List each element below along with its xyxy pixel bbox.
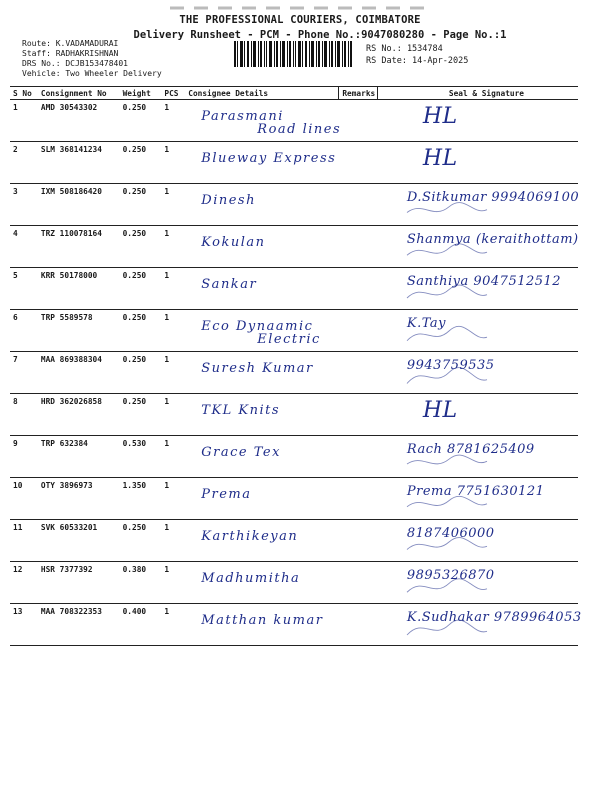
row-consignment-no: KRR 50178000	[38, 268, 120, 310]
handwritten-signature: 9943759535	[406, 358, 495, 373]
handwritten-signature: 8187406000	[406, 526, 495, 541]
row-pcs: 1	[161, 394, 185, 436]
row-remarks	[339, 352, 395, 394]
table-header-row	[10, 87, 578, 100]
row-sno: 11	[10, 520, 38, 562]
row-pcs: 1	[161, 352, 185, 394]
row-signature	[395, 604, 582, 646]
row-consignment-no: TRZ 110078164	[38, 226, 120, 268]
runsheet-subtitle: Delivery Runsheet - PCM - Phone No.:9047080280 - Page No.:1	[133, 29, 507, 41]
handwritten-signature: 9895326870	[406, 568, 495, 583]
row-weight: 0.530	[120, 436, 162, 478]
row-sno: 9	[10, 436, 38, 478]
row-consignee	[185, 436, 339, 478]
row-sno: 7	[10, 352, 38, 394]
handwritten-consignee	[201, 194, 256, 207]
row-consignee	[185, 604, 339, 646]
row-consignment-no: MAA 708322353	[38, 604, 120, 646]
signature-scribble	[403, 606, 573, 644]
row-remarks	[339, 142, 395, 184]
drs-number: DRS No.: DCJB153478401	[22, 59, 128, 68]
row-signature	[395, 436, 578, 478]
row-consignee	[185, 184, 339, 226]
consignee-line-2: Road lines	[257, 122, 342, 137]
handwritten-consignee	[201, 488, 251, 501]
staff-label: Staff: RADHAKRISHNAN	[22, 49, 119, 58]
row-pcs: 1	[161, 268, 185, 310]
row-remarks	[339, 394, 395, 436]
consignee-line-1: Blueway Express	[201, 151, 337, 166]
row-consignment-no: HRD 362026858	[38, 394, 120, 436]
row-remarks	[339, 184, 395, 226]
row-remarks	[339, 520, 395, 562]
consignee-line-1: Madhumitha	[201, 571, 301, 586]
row-consignment-no: AMD 30543302	[38, 100, 120, 142]
rs-date: RS Date: 14-Apr-2025	[366, 56, 469, 66]
handwritten-consignee	[201, 404, 280, 417]
row-consignee	[185, 478, 339, 520]
row-consignee	[185, 226, 339, 268]
row-consignment-no: TRP 5589578	[38, 310, 120, 352]
row-sno: 5	[10, 268, 38, 310]
row-signature	[395, 520, 578, 562]
row-signature	[395, 268, 578, 310]
handwritten-signature: Shanmya (keraithottam)	[406, 232, 579, 247]
row-weight: 0.250	[120, 268, 162, 310]
row-consignment-no: HSR 7377392	[38, 562, 120, 604]
row-consignee	[185, 100, 342, 142]
row-weight: 0.250	[120, 100, 162, 142]
runsheet-meta-right	[366, 43, 468, 67]
row-signature	[395, 352, 578, 394]
row-remarks	[339, 226, 395, 268]
handwritten-consignee	[201, 446, 281, 459]
row-signature	[395, 310, 578, 352]
row-remarks	[339, 604, 395, 646]
consignee-line-1: Karthikeyan	[201, 529, 299, 544]
table-row	[10, 520, 578, 562]
row-consignment-no: MAA 869388304	[38, 352, 120, 394]
signature-scribble	[403, 270, 573, 308]
row-consignee	[185, 394, 339, 436]
consignee-line-2: Electric	[257, 332, 321, 347]
handwritten-signature: Rach 8781625409	[406, 442, 535, 457]
barcode-image	[234, 41, 352, 67]
row-pcs: 1	[161, 100, 185, 142]
vehicle-label: Vehicle: Two Wheeler Delivery	[22, 69, 162, 78]
handwritten-signature: HL	[422, 146, 458, 171]
signature-scribble	[403, 228, 573, 266]
handwritten-consignee	[201, 614, 323, 627]
row-pcs: 1	[161, 310, 185, 352]
col-sno-header: S No	[10, 87, 38, 100]
remarks-left-rule	[338, 86, 339, 100]
row-sno: 1	[10, 100, 38, 142]
row-weight: 0.250	[120, 310, 162, 352]
table-row	[10, 268, 578, 310]
row-signature	[395, 226, 578, 268]
row-remarks	[339, 478, 395, 520]
signature-scribble	[403, 144, 573, 182]
handwritten-consignee	[201, 572, 300, 585]
consignee-line-1: TKL Knits	[201, 403, 281, 418]
table-row	[10, 310, 578, 352]
row-remarks	[339, 268, 395, 310]
row-pcs: 1	[161, 436, 185, 478]
handwritten-consignee	[201, 362, 313, 375]
runsheet-table	[10, 86, 582, 646]
row-consignee	[185, 268, 339, 310]
row-pcs: 1	[161, 604, 185, 646]
signature-scribble	[403, 396, 573, 434]
col-weight-header: Weight	[120, 87, 162, 100]
col-signature-header: Seal & Signature	[395, 87, 578, 100]
handwritten-signature: HL	[422, 398, 458, 423]
row-remarks	[339, 562, 395, 604]
handwritten-signature: Prema 7751630121	[406, 484, 545, 499]
handwritten-signature: K.Tay	[406, 316, 446, 331]
row-sno: 13	[10, 604, 38, 646]
table-row	[10, 436, 578, 478]
signature-left-rule	[377, 86, 378, 100]
signature-scribble	[403, 522, 573, 560]
signature-scribble	[403, 312, 573, 350]
row-consignment-no: TRP 632384	[38, 436, 120, 478]
row-sno: 2	[10, 142, 38, 184]
table-row	[10, 394, 578, 436]
row-signature	[395, 184, 578, 226]
row-weight: 0.250	[120, 394, 162, 436]
row-sno: 12	[10, 562, 38, 604]
row-signature	[395, 142, 578, 184]
signature-scribble	[403, 186, 573, 224]
row-consignee	[185, 520, 339, 562]
table-row	[10, 226, 578, 268]
table-row	[10, 478, 578, 520]
row-weight: 0.250	[120, 520, 162, 562]
handwritten-signature: K.Sudhakar 9789964053	[406, 610, 582, 625]
row-consignee	[185, 310, 339, 352]
row-weight: 0.400	[120, 604, 162, 646]
row-sno: 4	[10, 226, 38, 268]
row-consignment-no: SLM 368141234	[38, 142, 120, 184]
consignee-line-1: Grace Tex	[201, 445, 281, 460]
row-weight: 1.350	[120, 478, 162, 520]
row-weight: 0.250	[120, 184, 162, 226]
table-row	[10, 562, 578, 604]
row-consignment-no: SVK 60533201	[38, 520, 120, 562]
row-pcs: 1	[161, 478, 185, 520]
handwritten-consignee	[201, 236, 265, 249]
row-pcs: 1	[161, 562, 185, 604]
col-consignment-header: Consignment No	[38, 87, 120, 100]
consignee-line-1: Kokulan	[201, 235, 266, 250]
table-row	[10, 142, 578, 184]
row-weight: 0.250	[120, 142, 162, 184]
signature-scribble	[403, 438, 573, 476]
row-remarks	[339, 436, 395, 478]
company-title: THE PROFESSIONAL COURIERS, COIMBATORE	[179, 14, 421, 26]
table-row	[10, 100, 578, 142]
signature-scribble	[403, 480, 573, 518]
row-signature	[395, 100, 578, 142]
handwritten-consignee	[201, 530, 298, 543]
consignee-line-1: Dinesh	[201, 193, 256, 208]
row-consignee	[185, 562, 339, 604]
row-sno: 8	[10, 394, 38, 436]
row-sno: 6	[10, 310, 38, 352]
runsheet-meta-left	[22, 39, 162, 79]
row-pcs: 1	[161, 520, 185, 562]
handwritten-consignee	[201, 320, 321, 346]
row-consignment-no: OTY 3896973	[38, 478, 120, 520]
row-weight: 0.250	[120, 226, 162, 268]
row-signature	[395, 478, 578, 520]
row-weight: 0.250	[120, 352, 162, 394]
top-edge-dashes	[0, 6, 600, 10]
signature-scribble	[403, 564, 573, 602]
consignee-line-1: Sankar	[201, 277, 258, 292]
row-consignee	[185, 142, 339, 184]
consignee-line-1: Matthan kumar	[201, 613, 324, 628]
row-remarks	[339, 310, 395, 352]
row-pcs: 1	[161, 142, 185, 184]
handwritten-signature: HL	[422, 104, 458, 129]
row-pcs: 1	[161, 184, 185, 226]
row-remarks	[339, 100, 395, 142]
row-weight: 0.380	[120, 562, 162, 604]
consignee-line-1: Eco Dynaamic	[201, 319, 314, 334]
consignee-line-1: Parasmani	[201, 109, 284, 124]
row-consignee	[185, 352, 339, 394]
col-pcs-header: PCS	[161, 87, 185, 100]
signature-scribble	[403, 354, 573, 392]
consignee-line-1: Suresh Kumar	[201, 361, 314, 376]
signature-scribble	[403, 102, 573, 140]
row-consignment-no: IXM 508186420	[38, 184, 120, 226]
handwritten-signature: D.Sitkumar 9994069100	[406, 190, 580, 205]
row-signature	[395, 394, 578, 436]
col-consignee-header: Consignee Details	[185, 87, 339, 100]
row-sno: 3	[10, 184, 38, 226]
handwritten-consignee	[201, 110, 341, 136]
row-pcs: 1	[161, 226, 185, 268]
rs-number: RS No.: 1534784	[366, 44, 443, 54]
route-label: Route: K.VADAMADURAI	[22, 39, 119, 48]
row-sno: 10	[10, 478, 38, 520]
consignee-line-1: Prema	[201, 487, 252, 502]
row-signature	[395, 562, 578, 604]
handwritten-consignee	[201, 278, 257, 291]
handwritten-signature: Santhiya 9047512512	[406, 274, 562, 289]
table-row	[10, 184, 578, 226]
handwritten-consignee	[201, 152, 336, 165]
table-row	[10, 352, 578, 394]
col-remarks-header: Remarks	[339, 87, 395, 100]
table-row	[10, 604, 578, 646]
